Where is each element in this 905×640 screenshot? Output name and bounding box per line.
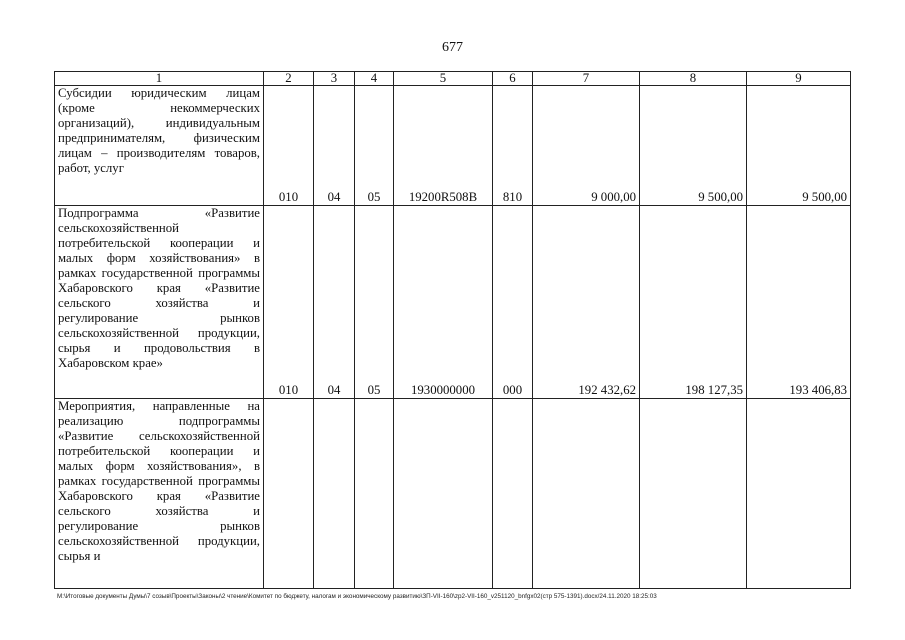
amount-cell	[533, 399, 640, 589]
row-description: Подпрограмма «Развитие сельскохозяйственной потребительской кооперации и малых форм хозяйствования» в рамках государственной программы Хабаровского края «Развитие сельского хозяйства и регулирование рынков сельскохозяйственной продукции, сырья и продовольствия в Хабаровском крае»	[55, 206, 264, 399]
code-cell: 000	[493, 206, 533, 399]
column-header: 9	[747, 72, 851, 86]
code-cell: 810	[493, 86, 533, 206]
amount-cell: 9 500,00	[640, 86, 747, 206]
table-row	[55, 86, 851, 206]
code-cell: 04	[314, 86, 355, 206]
column-header: 5	[394, 72, 493, 86]
table-row	[55, 206, 851, 399]
code-cell: 010	[264, 206, 314, 399]
code-cell	[394, 399, 493, 589]
code-cell: 05	[355, 86, 394, 206]
column-header: 1	[55, 72, 264, 86]
page-number: 677	[442, 40, 463, 55]
budget-table	[54, 71, 851, 589]
code-cell: 04	[314, 206, 355, 399]
column-header: 7	[533, 72, 640, 86]
code-cell	[355, 399, 394, 589]
column-header: 2	[264, 72, 314, 86]
table-row	[55, 399, 851, 589]
column-header: 3	[314, 72, 355, 86]
amount-cell: 9 500,00	[747, 86, 851, 206]
amount-cell: 9 000,00	[533, 86, 640, 206]
column-header: 8	[640, 72, 747, 86]
code-cell: 010	[264, 86, 314, 206]
amount-cell: 198 127,35	[640, 206, 747, 399]
code-cell: 1930000000	[394, 206, 493, 399]
amount-cell	[640, 399, 747, 589]
code-cell	[264, 399, 314, 589]
column-header: 6	[493, 72, 533, 86]
code-cell	[314, 399, 355, 589]
document-path-footer: M:\Итоговые документы Думы\7 созыв\Проекты\Законы\2 чтение\Комитет по бюджету, налогам и экономическому развитию\ЗП-VII-160\zp2-VII-160_v251120_bnfgx02(стр 575-1391).docx/24.11.2020 18:25:03	[57, 593, 657, 600]
code-cell: 19200R508В	[394, 86, 493, 206]
row-description: Субсидии юридическим лицам (кроме некоммерческих организаций), индивидуальным предпринимателям, физическим лицам – производителям товаров, работ, услуг	[55, 86, 264, 206]
amount-cell	[747, 399, 851, 589]
amount-cell: 192 432,62	[533, 206, 640, 399]
amount-cell: 193 406,83	[747, 206, 851, 399]
code-cell: 05	[355, 206, 394, 399]
table-header-row	[55, 72, 851, 86]
column-header: 4	[355, 72, 394, 86]
row-description: Мероприятия, направленные на реализацию подпрограммы «Развитие сельскохозяйственной потребительской кооперации и малых форм хозяйствования», в рамках государственной программы Хабаровского края «Развитие сельского хозяйства и регулирование рынков сельскохозяйственной продукции, сырья и	[55, 399, 264, 589]
code-cell	[493, 399, 533, 589]
